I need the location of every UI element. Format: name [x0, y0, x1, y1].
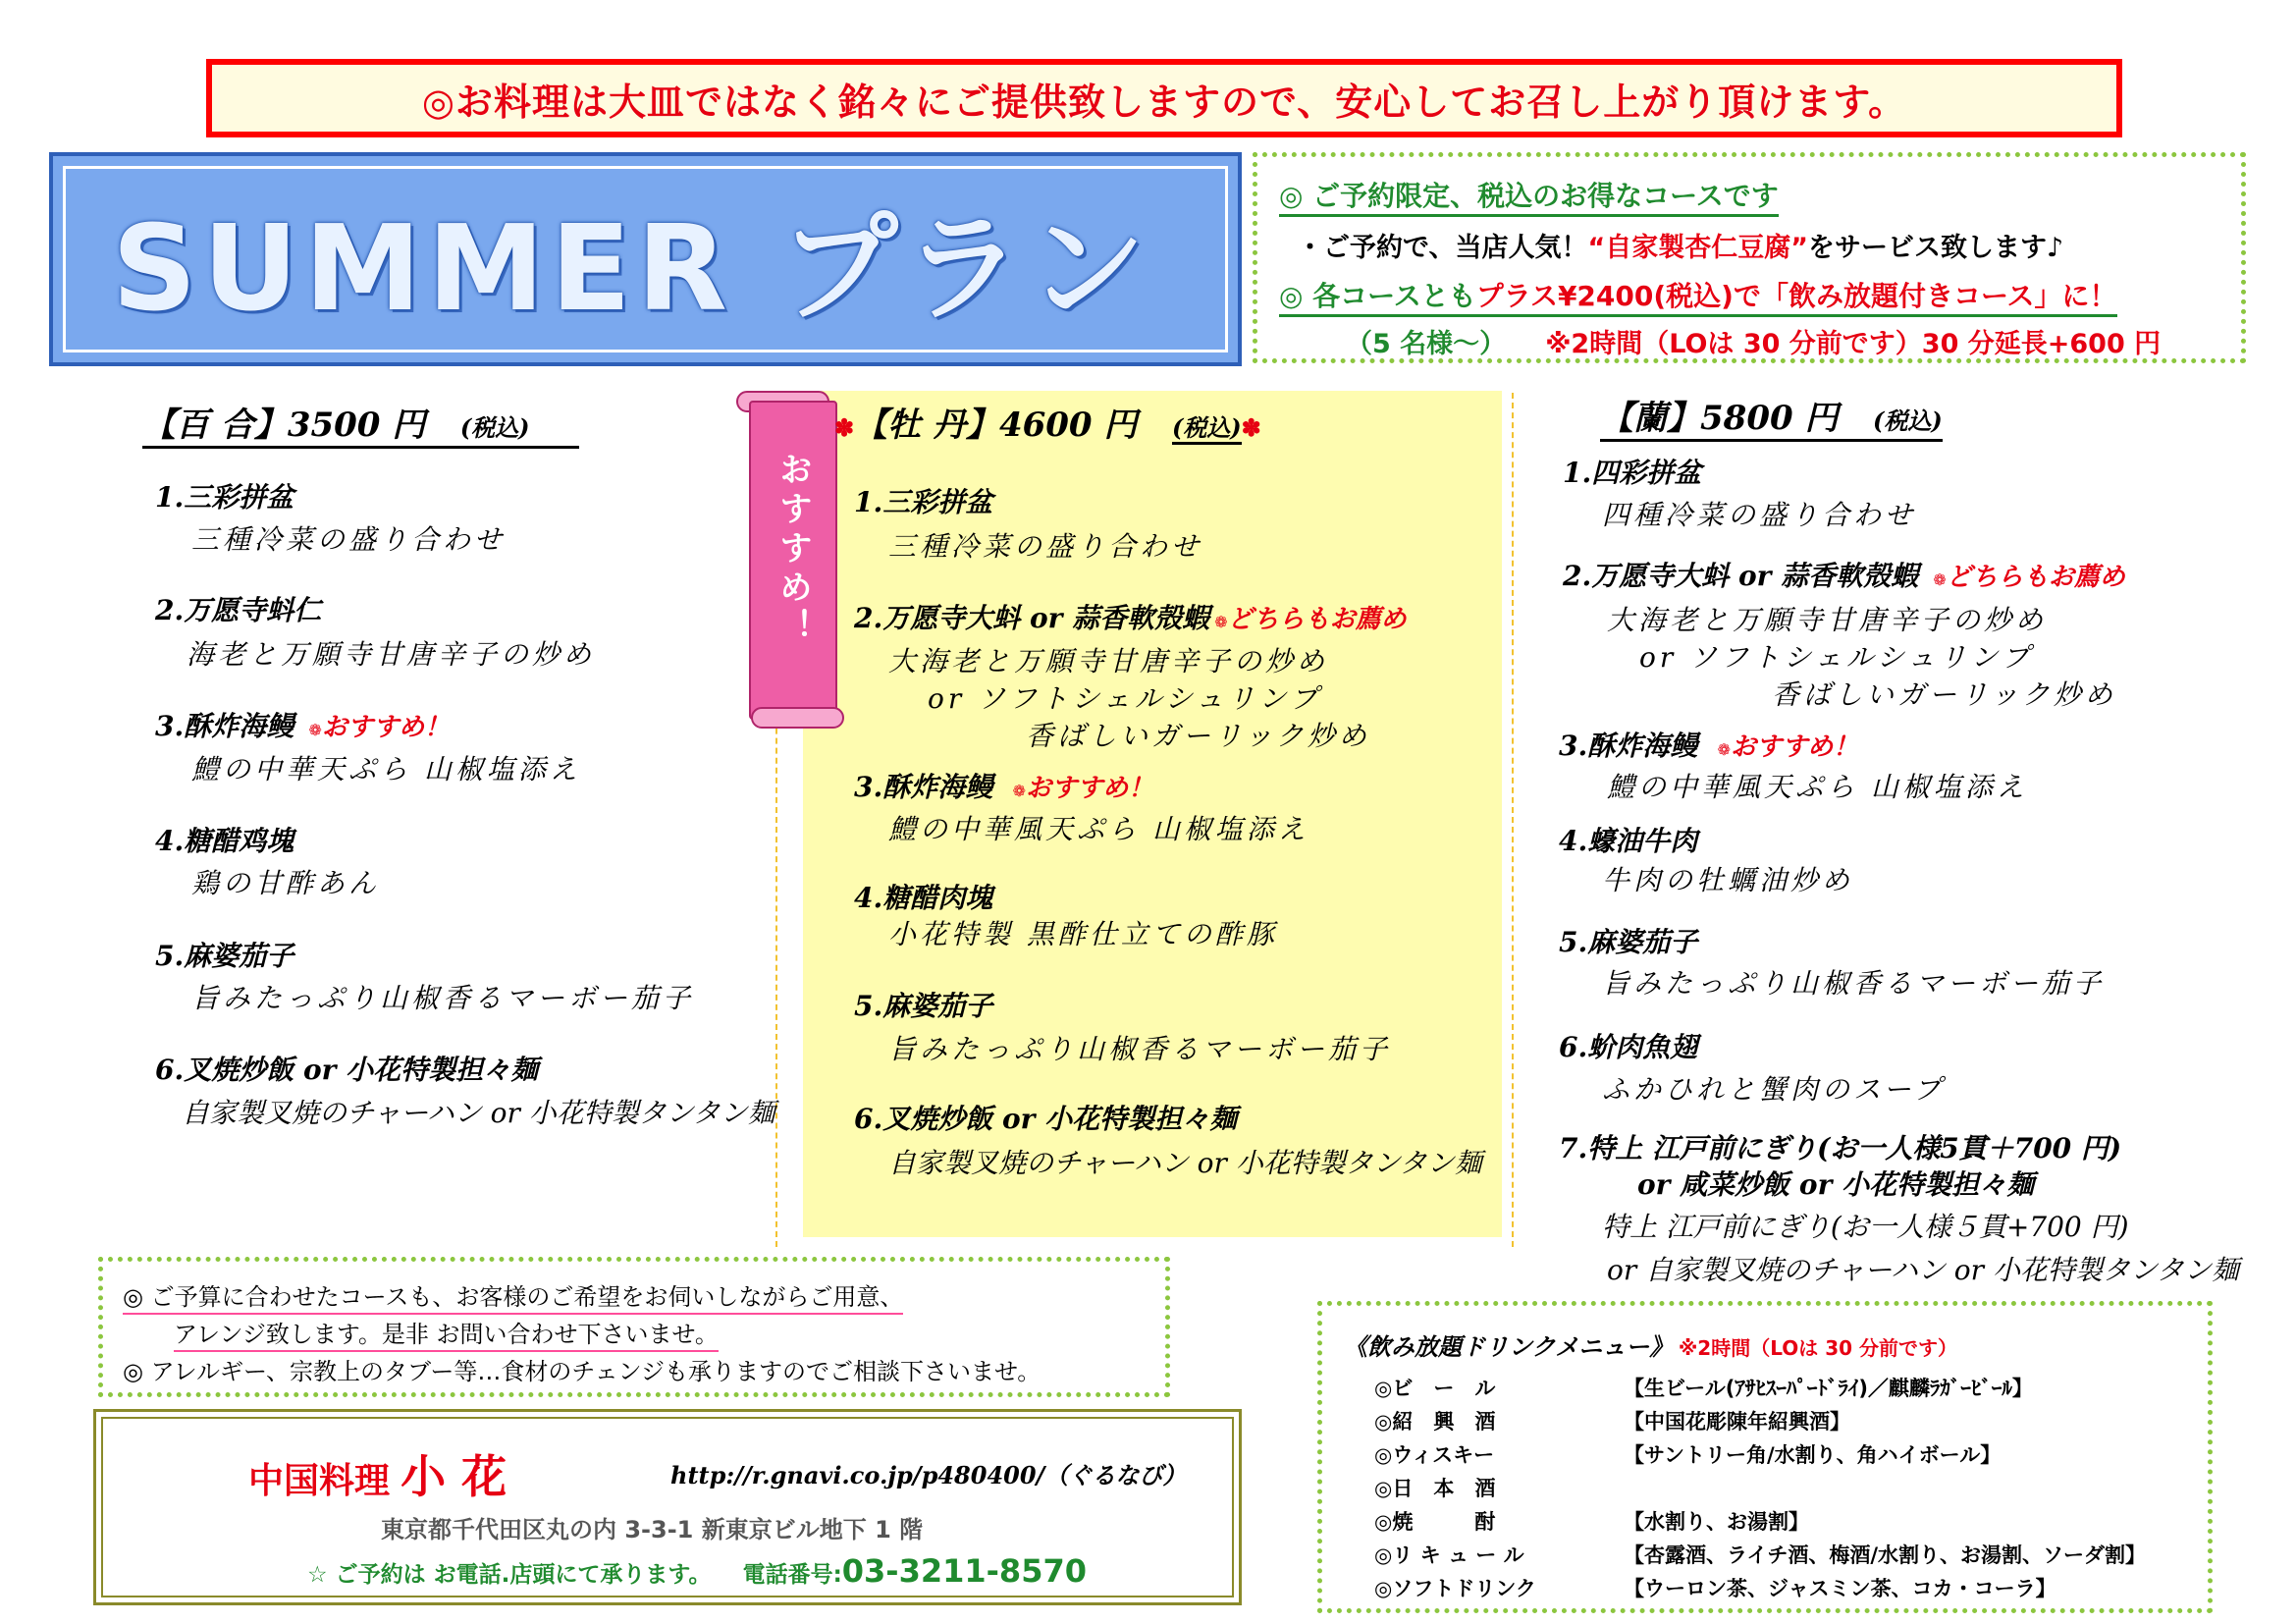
shop-info-box: [93, 1409, 1242, 1605]
drink-menu-box: 《飲み放題ドリンクメニュー》 ※2時間（LOは 30 分前です） ◎ビ ー ル 【生ビール(ｱｻﾋｽｰﾊﾟｰﾄﾞﾗｲ)／麒麟ﾗｶﾞｰﾋﾞｰﾙ】 ◎紹 興 酒 【中国花彫陳年紹興酒】 ◎ウィスキー 【サントリー角/水割り、角ハイボール】 ◎日 本 酒 ◎焼 酎 【水割り、お湯割】 ◎リ キ ュ ー ル 【杏露酒、ライチ酒、梅酒/水割り、お湯割、ソーダ割】 ◎ソフトドリンク 【ウーロン茶、ジャスミン茶、コカ・コーラ】: [1317, 1301, 2213, 1613]
shop-reserve-row: ☆ ご予約は お電話.店頭にて承ります。 電話番号:03-3211-8570: [307, 1552, 1087, 1590]
page-title: SUMMER プラン: [112, 201, 1151, 338]
course2-item4-desc: 小花特製 黒酢仕立ての酢豚: [888, 918, 1278, 950]
flower-icon: ❁: [1012, 782, 1026, 800]
note-line-3: ◎ アレルギー、宗教上のタブー等…食材のチェンジも承りますのでご相談下さいませ。: [123, 1358, 1041, 1385]
course3-item2-desc3: 香ばしいガーリック炒め: [1772, 678, 2116, 711]
course2-item6-name: 6.叉焼炒飯 or 小花特製担々麺: [854, 1103, 1238, 1135]
course3-item2-desc2: or ソフトシェルシュリンプ: [1639, 641, 2034, 674]
course1-item2-desc: 海老と万願寺甘唐辛子の炒め: [187, 638, 596, 671]
course3-item6-name: 6.蚧肉魚翅: [1559, 1031, 1698, 1063]
info-line-1: ◎ ご予約限定、税込のお得なコースです: [1279, 175, 1779, 214]
course1-item4-name: 4.糖醋鸡塊: [155, 825, 294, 857]
course1-item1-name: 1.三彩拼盆: [155, 481, 294, 514]
course1-item5-desc: 旨みたっぷり山椒香るマーボー茄子: [191, 982, 695, 1014]
flower-icon: ❁: [1933, 570, 1947, 589]
drink-menu-header: 《飲み放題ドリンクメニュー》 ※2時間（LOは 30 分前です）: [1344, 1332, 1958, 1361]
course2-item2-desc2: or ソフトシェルシュリンプ: [928, 682, 1322, 715]
notes-box: [98, 1257, 1170, 1397]
course1-item1-desc: 三種冷菜の盛り合わせ: [191, 523, 507, 556]
course2-item5-desc: 旨みたっぷり山椒香るマーボー茄子: [888, 1033, 1392, 1065]
course3-item2: 2.万愿寺大蚪 or 蒜香軟殻蝦 ❁どちらもお薦め: [1563, 560, 2125, 592]
course3-item7-name2: or 咸菜炒飯 or 小花特製担々麺: [1637, 1168, 2035, 1201]
flower-icon: ❁: [1717, 740, 1731, 759]
course3-item6-desc: ふかひれと蟹肉のスープ: [1602, 1073, 1946, 1106]
course3-item3-desc: 鱧の中華風天ぷら 山椒塩添え: [1607, 771, 2028, 803]
course3-item3: 3.酥炸海鳗 ❁おすすめ！: [1559, 730, 1859, 762]
banner-text: ◎お料理は大皿ではなく銘々にご提供致しますので、安心してお召し上がり頂けます。: [421, 80, 1907, 124]
course2-item1-name: 1.三彩拼盆: [854, 486, 993, 518]
course2-item2-desc3: 香ばしいガーリック炒め: [1026, 720, 1370, 752]
course3-item1-desc: 四種冷菜の盛り合わせ: [1602, 499, 1917, 531]
course3-item7-desc2: or 自家製叉焼のチャーハン or 小花特製タンタン麺: [1607, 1254, 2239, 1286]
course2-item3: 3.酥炸海鳗 ❁おすすめ！: [854, 771, 1154, 803]
top-banner: [206, 59, 2122, 137]
flower-icon: ❁: [308, 721, 322, 739]
course1-item6-desc: 自家製叉焼のチャーハン or 小花特製タンタン麺: [182, 1097, 775, 1129]
course1-item2-name: 2.万愿寺蚪仁: [155, 594, 322, 626]
course3-item1-name: 1.四彩拼盆: [1563, 457, 1702, 489]
flower-icon: ❁: [1214, 613, 1228, 631]
course3-item5-name: 5.麻婆茄子: [1559, 926, 1698, 958]
course3-item7-name: 7.特上 江戸前にぎり(お一人様5貫＋700 円): [1559, 1132, 2122, 1164]
info-line-3: ◎ 各コースともプラス¥2400(税込)で「飲み放題付きコース」に！: [1279, 275, 2117, 314]
course1-item6-name: 6.叉焼炒飯 or 小花特製担々麺: [155, 1054, 539, 1086]
course3-item4-name: 4.蠔油牛肉: [1559, 825, 1698, 857]
course2-item2-desc: 大海老と万願寺甘唐辛子の炒め: [888, 645, 1329, 677]
info-line-4: （5 名様～） ※2時間（LOは 30 分前です）30 分延長+600 円: [1346, 329, 2162, 359]
course2-item3-desc: 鱧の中華風天ぷら 山椒塩添え: [888, 813, 1309, 845]
shop-url[interactable]: http://r.gnavi.co.jp/p480400/（ぐるなび）: [670, 1461, 1187, 1489]
course-title-yuri: 【百 合】3500 円 (税込): [142, 398, 579, 449]
course3-item4-desc: 牛肉の牡蠣油炒め: [1602, 864, 1854, 896]
info-box: [1253, 152, 2246, 363]
course1-item5-name: 5.麻婆茄子: [155, 940, 294, 972]
course1-item3-desc: 鱧の中華天ぷら 山椒塩添え: [191, 753, 581, 785]
recommend-tag: おすすめ！: [773, 452, 813, 648]
shop-tel: 03-3211-8570: [841, 1552, 1087, 1590]
shop-address: 東京都千代田区丸の内 3-3-1 新東京ビル地下 1 階: [381, 1516, 924, 1543]
course-title-botan: ✽【牡 丹】4600 円 (税込)✽: [834, 406, 1261, 445]
scroll-bottom-roll: [751, 707, 844, 729]
title-box: [49, 152, 1242, 366]
note-line-2: アレンジ致します。是非 お問い合わせ下さいませ。: [174, 1315, 719, 1349]
course2-item4-name: 4.糖醋肉塊: [854, 882, 993, 914]
shop-name-row: 中国料理 小 花: [248, 1450, 507, 1503]
course3-item2-desc: 大海老と万願寺甘唐辛子の炒め: [1607, 604, 2048, 636]
flower-icon: ✽: [834, 413, 855, 442]
course2-item6-desc: 自家製叉焼のチャーハン or 小花特製タンタン麺: [888, 1147, 1482, 1179]
course-title-ran: 【蘭】5800 円 (税込): [1600, 391, 1943, 442]
course1-item3: 3.酥炸海鳗 ❁おすすめ！: [155, 710, 451, 742]
course2-item1-desc: 三種冷菜の盛り合わせ: [888, 530, 1203, 563]
course2-item5-name: 5.麻婆茄子: [854, 990, 993, 1022]
flower-icon: ✽: [1241, 413, 1261, 442]
info-line-2: ・ご予約で、当店人気！“自家製杏仁豆腐”をサービス致します♪: [1297, 233, 2064, 263]
course3-item7-desc: 特上 江戸前にぎり(お一人様５貫+700 円): [1602, 1211, 2129, 1243]
course2-item2: 2.万愿寺大蚪 or 蒜香軟殻蝦 ❁どちらもお薦め: [854, 602, 1407, 634]
column-divider-right: [1512, 393, 1514, 1247]
shop-name: 小 花: [400, 1450, 507, 1503]
course3-item5-desc: 旨みたっぷり山椒香るマーボー茄子: [1602, 967, 2106, 1000]
course1-item4-desc: 鶏の甘酢あん: [191, 867, 381, 899]
note-line-1: ◎ ご予算に合わせたコースも、お客様のご希望をお伺いしながらご用意、: [123, 1277, 903, 1312]
